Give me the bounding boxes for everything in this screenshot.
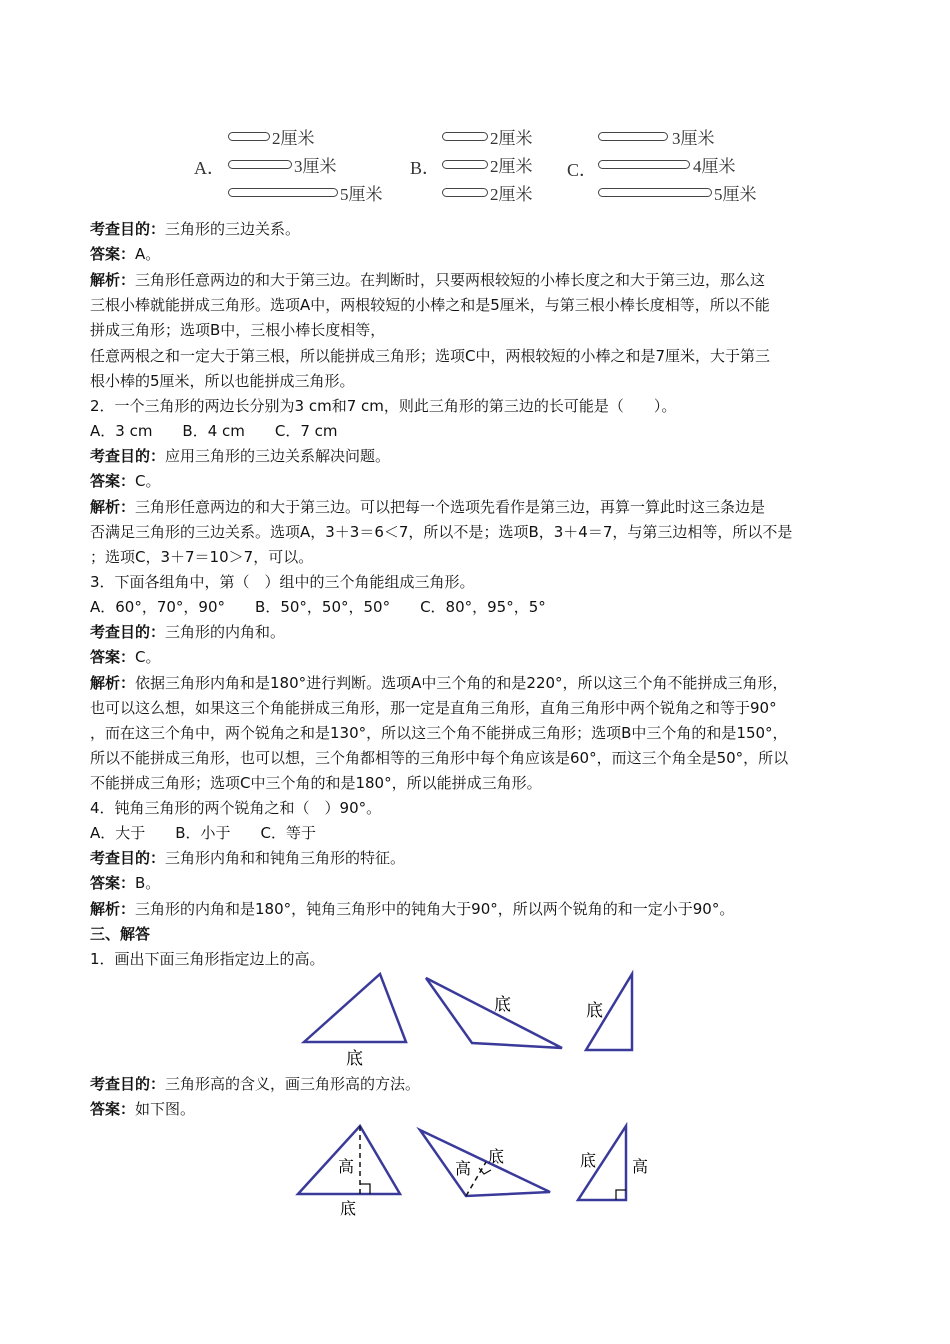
q2-analysis-text-1: 三角形任意两边的和大于第三边。可以把每一个选项先看作是第三边，再算一算此时这三条边是 bbox=[135, 498, 766, 516]
q3-purpose-label: 考查目的： bbox=[90, 623, 166, 641]
q3-analysis-line-2: 也可以这么想，如果这三个角能拼成三角形，那一定是直角三角形，直角三角形中两个锐角之和等于90° bbox=[90, 699, 777, 717]
q3-analysis-line-5: 不能拼成三角形；选项C中三个角的和是180°，所以能拼成三角形。 bbox=[90, 774, 542, 792]
stick-b2-label: 2厘米 bbox=[490, 157, 533, 176]
section3-q1-text: 1．画出下面三角形指定边上的高。 bbox=[90, 950, 325, 968]
q4-question: 4．钝角三角形的两个锐角之和（ ）90°。 bbox=[90, 799, 382, 817]
q4-purpose bbox=[90, 847, 405, 869]
q3-analysis-line-1 bbox=[90, 672, 788, 694]
triangles-answer-figure bbox=[290, 1120, 660, 1220]
q2-analysis-line-3: ；选项C，3＋7＝10＞7，可以。 bbox=[90, 548, 314, 566]
answer-acute-base-label: 底 bbox=[340, 1199, 357, 1218]
section-heading: 三、解答 bbox=[90, 925, 151, 943]
answer-right-base-label: 底 bbox=[580, 1151, 597, 1170]
q1-analysis-line-4: 任意两根之和一定大于第三根，所以能拼成三角形；选项C中，两根较短的小棒之和是7厘米，大于第三 bbox=[90, 347, 771, 365]
q3-answer bbox=[90, 646, 161, 668]
stick-a3 bbox=[228, 188, 338, 197]
stick-c2-label: 4厘米 bbox=[693, 157, 736, 176]
q1-analysis-line-3: 拼成三角形；选项B中，三根小棒长度相等， bbox=[90, 321, 386, 339]
q1-purpose bbox=[90, 218, 300, 240]
q1-analysis-line-5: 根小棒的5厘米，所以也能拼成三角形。 bbox=[90, 372, 355, 390]
q2-answer bbox=[90, 470, 161, 492]
q2-purpose-label: 考查目的： bbox=[90, 447, 166, 465]
section3-answer bbox=[90, 1098, 195, 1120]
q2-answer-label: 答案： bbox=[90, 472, 136, 490]
q3-options: A．60°，70°，90° B．50°，50°，50° C．80°，95°，5° bbox=[90, 598, 546, 616]
section3-answer-text: 如下图。 bbox=[135, 1100, 196, 1118]
q4-purpose-text: 三角形内角和和钝角三角形的特征。 bbox=[165, 849, 406, 867]
option-a-letter: A． bbox=[194, 158, 225, 178]
q2-purpose bbox=[90, 445, 390, 467]
q3-question: 3．下面各组角中，第（ ）组中的三个角能组成三角形。 bbox=[90, 573, 475, 591]
q3-purpose-text: 三角形的内角和。 bbox=[165, 623, 286, 641]
q4-options: A．大于 B．小于 C．等于 bbox=[90, 824, 317, 842]
q2-purpose-text: 应用三角形的三边关系解决问题。 bbox=[165, 447, 391, 465]
q3-analysis-line-4: 所以不能拼成三角形，也可以想，三个角都相等的三角形中每个角应该是60°，而这三个角全是50°，所以 bbox=[90, 749, 789, 767]
stick-c2 bbox=[598, 160, 690, 169]
q4-analysis-label: 解析： bbox=[90, 900, 136, 918]
q2-analysis-label: 解析： bbox=[90, 498, 136, 516]
stick-b2 bbox=[442, 160, 488, 169]
answer-acute-height-label: 高 bbox=[338, 1157, 355, 1176]
stick-a1-label: 2厘米 bbox=[272, 129, 315, 148]
stick-b1 bbox=[442, 132, 488, 141]
q3-purpose bbox=[90, 621, 285, 643]
answer-right-height-label: 高 bbox=[632, 1157, 649, 1176]
stick-b1-label: 2厘米 bbox=[490, 129, 533, 148]
triangles-question-figure bbox=[290, 968, 650, 1072]
q3-answer-text: C。 bbox=[135, 648, 161, 666]
q3-analysis-text-1: 依据三角形内角和是180°进行判断。选项A中三个角的和是220°，所以这三个角不能拼成三角形， bbox=[135, 674, 788, 692]
option-b-letter: B． bbox=[410, 158, 441, 178]
q1-analysis-line-2: 三根小棒就能拼成三角形。选项A中，两根较短的小棒之和是5厘米，与第三根小棒长度相等，所以不能 bbox=[90, 296, 770, 314]
q4-analysis-text-1: 三角形的内角和是180°，钝角三角形中的钝角大于90°，所以两个锐角的和一定小于90°。 bbox=[135, 900, 735, 918]
section3-purpose-text: 三角形高的含义，画三角形高的方法。 bbox=[165, 1075, 421, 1093]
section3-purpose bbox=[90, 1073, 420, 1095]
stick-b3-label: 2厘米 bbox=[490, 185, 533, 204]
answer-obtuse-base-label: 底 bbox=[488, 1147, 505, 1166]
q2-analysis-line-1 bbox=[90, 496, 765, 518]
stick-a2 bbox=[228, 160, 292, 169]
triangle-acute bbox=[304, 974, 406, 1042]
section3-answer-label: 答案： bbox=[90, 1100, 136, 1118]
stick-c3-label: 5厘米 bbox=[714, 185, 757, 204]
answer-acute-right-angle-mark bbox=[360, 1184, 370, 1194]
q2-answer-text: C。 bbox=[135, 472, 161, 490]
stick-c1 bbox=[598, 132, 668, 141]
q1-analysis-label: 解析： bbox=[90, 271, 136, 289]
stick-b3 bbox=[442, 188, 488, 197]
q1-purpose-label: 考查目的： bbox=[90, 220, 166, 238]
sticks-figure bbox=[190, 120, 770, 206]
triangle-right-base-label: 底 bbox=[586, 1001, 603, 1021]
q1-answer-label: 答案： bbox=[90, 245, 136, 263]
q3-analysis-label: 解析： bbox=[90, 674, 136, 692]
triangle-acute-base-label: 底 bbox=[346, 1049, 363, 1069]
q4-answer bbox=[90, 872, 160, 894]
q1-answer-text: A。 bbox=[135, 245, 161, 263]
q2-options: A．3 cm B．4 cm C．7 cm bbox=[90, 422, 338, 440]
q3-answer-label: 答案： bbox=[90, 648, 136, 666]
q1-analysis-line-1 bbox=[90, 269, 765, 291]
stick-a3-label: 5厘米 bbox=[340, 185, 383, 204]
triangle-obtuse-base-label: 底 bbox=[494, 995, 511, 1015]
answer-obtuse-right-angle-mark bbox=[479, 1168, 491, 1174]
q4-answer-text: B。 bbox=[135, 874, 161, 892]
section3-purpose-label: 考查目的： bbox=[90, 1075, 166, 1093]
answer-right-angle-mark bbox=[616, 1190, 626, 1200]
stick-a2-label: 3厘米 bbox=[294, 157, 337, 176]
q4-answer-label: 答案： bbox=[90, 874, 136, 892]
q1-answer bbox=[90, 243, 160, 265]
stick-c1-label: 3厘米 bbox=[672, 129, 715, 148]
stick-a1 bbox=[228, 132, 270, 141]
stick-c3 bbox=[598, 188, 712, 197]
answer-obtuse-height-label: 高 bbox=[455, 1159, 472, 1178]
q2-analysis-line-2: 否满足三角形的三边关系。选项A，3＋3＝6＜7，所以不是；选项B，3＋4＝7，与第三边相等，所以不是 bbox=[90, 523, 793, 541]
q4-purpose-label: 考查目的： bbox=[90, 849, 166, 867]
q3-analysis-line-3: ，而在这三个角中，两个锐角之和是130°，所以这三个角不能拼成三角形；选项B中三个角的和是150°， bbox=[90, 724, 788, 742]
q4-analysis-line-1 bbox=[90, 898, 734, 920]
option-c-letter: C． bbox=[567, 160, 598, 180]
q1-purpose-text: 三角形的三边关系。 bbox=[165, 220, 301, 238]
q2-question: 2．一个三角形的两边长分别为3 cm和7 cm，则此三角形的第三边的长可能是（ ）。 bbox=[90, 397, 677, 415]
q1-analysis-text-1: 三角形任意两边的和大于第三边。在判断时，只要两根较短的小棒长度之和大于第三边，那么这 bbox=[135, 271, 766, 289]
